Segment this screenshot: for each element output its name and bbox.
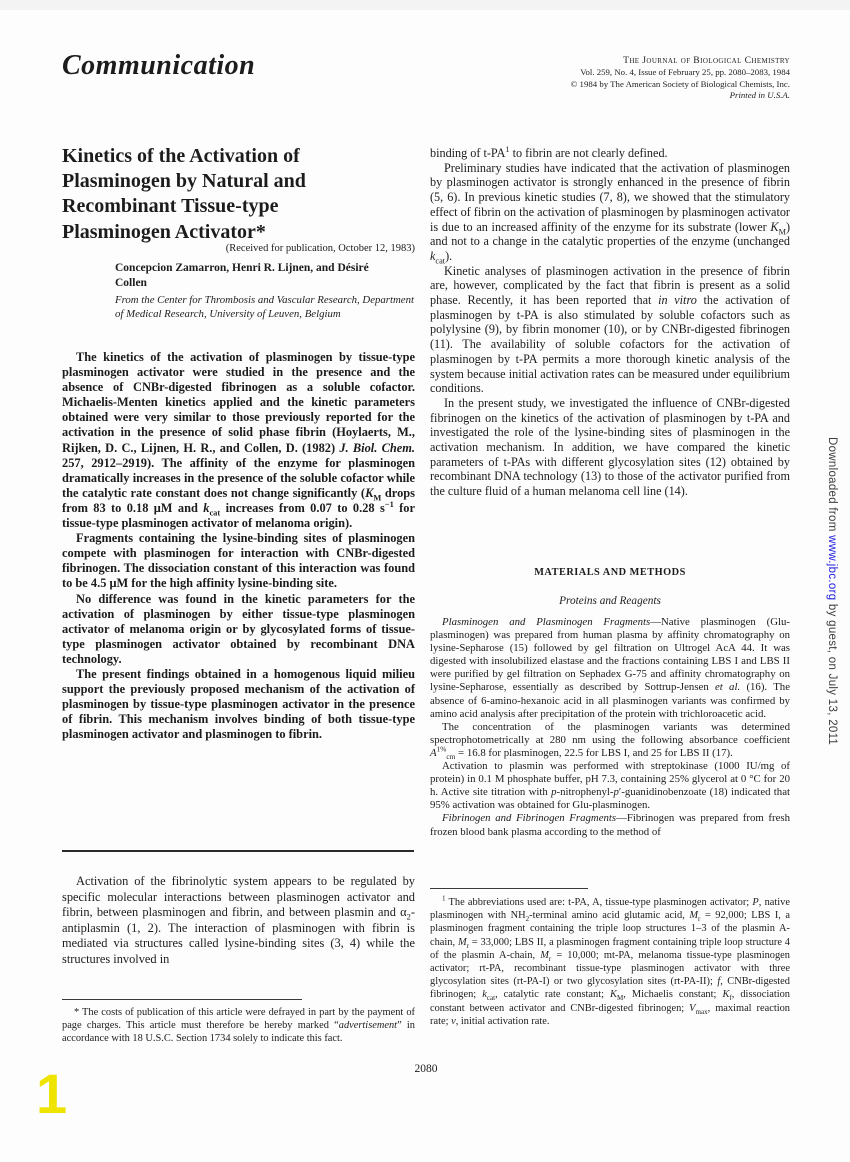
body-paragraph: Kinetic analyses of plasminogen activation in the presence of fibrin are, however, complicated by the fact that fibrin is present as a solid phase. Recently, it has been reported that in vitro the activation of plasminogen by t-PA is also stimulated by soluble cofactors such as polylysine (9), by fibrin monomer (10), or by CNBr-digested fibrinogen (11). The availability of soluble cofactors for the activation of plasminogen by t-PA permits a more thorough kinetic analysis of the system because initial activation rates can be measured under equilibrium conditions. <box>430 263 790 396</box>
methods-body <box>430 616 790 839</box>
journal-printed-line: Printed in U.S.A. <box>729 90 790 101</box>
abstract-paragraph: The kinetics of the activation of plasminogen by tissue-type plasminogen activator were studied in the presence and the absence of CNBr-digested fibrinogen as a soluble cofactor. Michaelis-Menten kinetics applied and the kinetic parameters obtained were very similar to those previously reported for the activation in the presence of solid phase fibrin (Hoylaerts, M., Rijken, D. C., Lijnen, H. R., and Collen, D. (1982) J. Biol. Chem. 257, 2912–2919). The affinity of the enzyme for plasminogen dramatically increases in the presence of the soluble cofactor while the catalytic rate constant does not change significantly ($K_M$ drops from 83 to 0.18 μM and $k_{cat}$ increases from 0.07 to 0.28 $s^{-1}$ for tissue-type plasminogen activator of melanoma origin). <box>62 350 416 531</box>
journal-copyright-line: © 1984 by The American Society of Biological Chemists, Inc. <box>570 78 790 89</box>
page-number: 2080 <box>414 1063 438 1075</box>
yellow-corner-marker: 1 <box>36 1062 68 1125</box>
journal-info-block <box>430 55 790 102</box>
methods-paragraph: Fibrinogen and Fibrinogen Fragments—Fibrinogen was prepared from fresh frozen blood bank plasma according to the method of <box>430 812 790 838</box>
download-watermark <box>826 437 838 777</box>
abstract-paragraph: No difference was found in the kinetic parameters for the activation of plasminogen by either tissue-type plasminogen activator of melanoma origin or by glycosylated forms of tissue-type plasminogen activator obtained by recombinant DNA technology. <box>62 591 415 666</box>
footnote-abbreviations-text: $^1$ The abbreviations used are: t-PA, A, tissue-type plasminogen activator; P, native plasminogen with $NH_2$-terminal amino acid glutamic acid, $M_r = 92,000$; LBS I, a plasminogen fragment containing the triple loop structures 1–3 of the plasmin A-chain, $M_r = 33,000$; LBS II, a plasminogen fragment containing triple loop structure 4 of the plasmin A-chain, $M_r = 10,000$; mt-PA, melanoma tissue-type plasminogen activator; rt-PA, recombinant tissue-type plasminogen activator with three glycosylation sites (rt-PA-I) or two glycosylation sites (rt-PA-II); f, CNBr-digested fibrinogen; $k_{cat}$, catalytic rate constant; $K_M$, Michaelis constant; $K_f$, dissociation constant between activator and CNBr-digested fibrinogen; $V_{max}$, maximal reaction rate; v, initial activation rate. <box>430 894 791 1027</box>
intro-paragraph: Activation of the fibrinolytic system appears to be regulated by specific molecular interactions between plasminogen activator and fibrin, between plasminogen and fibrin, and between plasmin and $\alpha_2$-antiplasmin (1, 2). The interaction of plasminogen with fibrin is mediated via structures called lysine-binding sites (3, 4) while the structures involved in <box>62 874 415 966</box>
abstract-section <box>62 350 415 742</box>
body-paragraph: binding of $t-PA^1$ to fibrin are not clearly defined. <box>430 144 668 160</box>
author-affiliation: From the Center for Thrombosis and Vascular Research, Department of Medical Research, University of Leuven, Belgium <box>115 294 414 321</box>
footnote-rule-right <box>430 888 588 889</box>
download-suffix: by guest, on July 13, 2011 <box>826 600 838 746</box>
methods-paragraph: Activation to plasmin was performed with streptokinase (1000 IU/mg of protein) in 0.1 M phosphate buffer, pH 7.3, containing 25% glycerol at 0 °C for 20 h. Active site titration with p-nitrophenyl-p′-guanidinobenzoate (18) indicated that 95% activation was obtained for Glu-plasminogen. <box>430 760 790 812</box>
abstract-paragraph: The present findings obtained in a homogenous liquid milieu support the previously proposed mechanism of the activation of plasminogen by tissue-type plasminogen activator in the presence of fibrin. This mechanism involves binding of both tissue-type plasminogen activator and plasminogen to fibrin. <box>62 666 415 742</box>
received-date-line: (Received for publication, October 12, 1983) <box>225 243 415 254</box>
methods-section-heading: MATERIALS AND METHODS <box>534 567 686 578</box>
body-paragraph: In the present study, we investigated the influence of CNBr-digested fibrinogen on the kinetics of the activation of plasminogen by t-PA and investigated the role of the lysine-binding sites of plasminogen in the activation mechanism. In addition, we have compared the kinetic parameters of t-PAs with different glycosylation sites (12) obtained by recombinant DNA technology (13) to those of the activator purified from the culture fluid of a human melanoma cell line (14). <box>430 395 790 499</box>
body-paragraph: Preliminary studies have indicated that the activation of plasminogen by plasminogen activator is strongly enhanced in the presence of fibrin (5, 6). In previous kinetic studies (7, 8), we showed that the stimulatory effect of fibrin on the activation of plasminogen by plasminogen activator is due to an increased affinity of the enzyme for its substrate (lower $K_M$) and not to a change in the catalytic properties of the enzyme (unchanged $k_{cat}$). <box>430 160 790 266</box>
download-prefix: Downloaded from <box>826 437 838 536</box>
footnote-rule-left <box>62 999 302 1000</box>
body-right-column <box>430 146 790 499</box>
footnote-star-text: * The costs of publication of this article were defrayed in part by the payment of page charges. This article must therefore be hereby marked “advertisement” in accordance with 18 U.S.C. Section 1734 solely to indicate this fact. <box>62 1007 416 1045</box>
author-names: Concepcion Zamarron, Henri R. Lijnen, and Désiré Collen <box>115 262 369 289</box>
methods-paragraph: Plasminogen and Plasminogen Fragments—Native plasminogen (Glu-plasminogen) was prepared from human plasma by affinity chromatography on lysine-Sepharose (15) followed by gel filtration on Ultrogel AcA 44. It was digested with insolubilized elastase and the fractions containing LBS I and LBS II were purified by gel filtration on Sephadex G-75 and affinity chromatography on lysine-Sepharose, essentially as described by Sottrup-Jensen et al. (16). The absence of 6-amino-hexanoic acid in all plasminogen variants was confirmed by amino acid analysis after precipitation of the protein with trichloroacetic acid. <box>430 616 790 720</box>
footnote-star <box>62 1006 415 1046</box>
section-label: Communication <box>62 50 256 81</box>
methods-paragraph: The concentration of the plasminogen variants was determined spectrophotometrically at 280 nm using the following absorbance coefficient $A^{1\%}_{cm} = 16.8$ for plasminogen, 22.5 for LBS I, and 25 for LBS II (17). <box>430 720 790 762</box>
journal-issue-line: Vol. 259, No. 4, Issue of February 25, pp. 2080–2083, 1984 <box>580 67 790 78</box>
abstract-paragraph: Fragments containing the lysine-binding sites of plasminogen compete with plasminogen for interaction with CNBr-digested fibrinogen. The dissociation constant of this interaction was found to be 4.5 μM for the high affinity lysine-binding site. <box>62 531 415 591</box>
abstract-divider-rule <box>62 850 414 852</box>
introduction-section <box>62 874 415 968</box>
jbc-org-link[interactable]: www.jbc.org <box>826 535 838 601</box>
journal-name: The Journal of Biological Chemistry <box>623 55 790 66</box>
footnote-abbreviations <box>430 896 790 1028</box>
article-title: Kinetics of the Activation of Plasminogen by Natural and Recombinant Tissue-type Plasminogen Activator* <box>62 145 306 243</box>
methods-subsection-heading: Proteins and Reagents <box>559 595 661 607</box>
